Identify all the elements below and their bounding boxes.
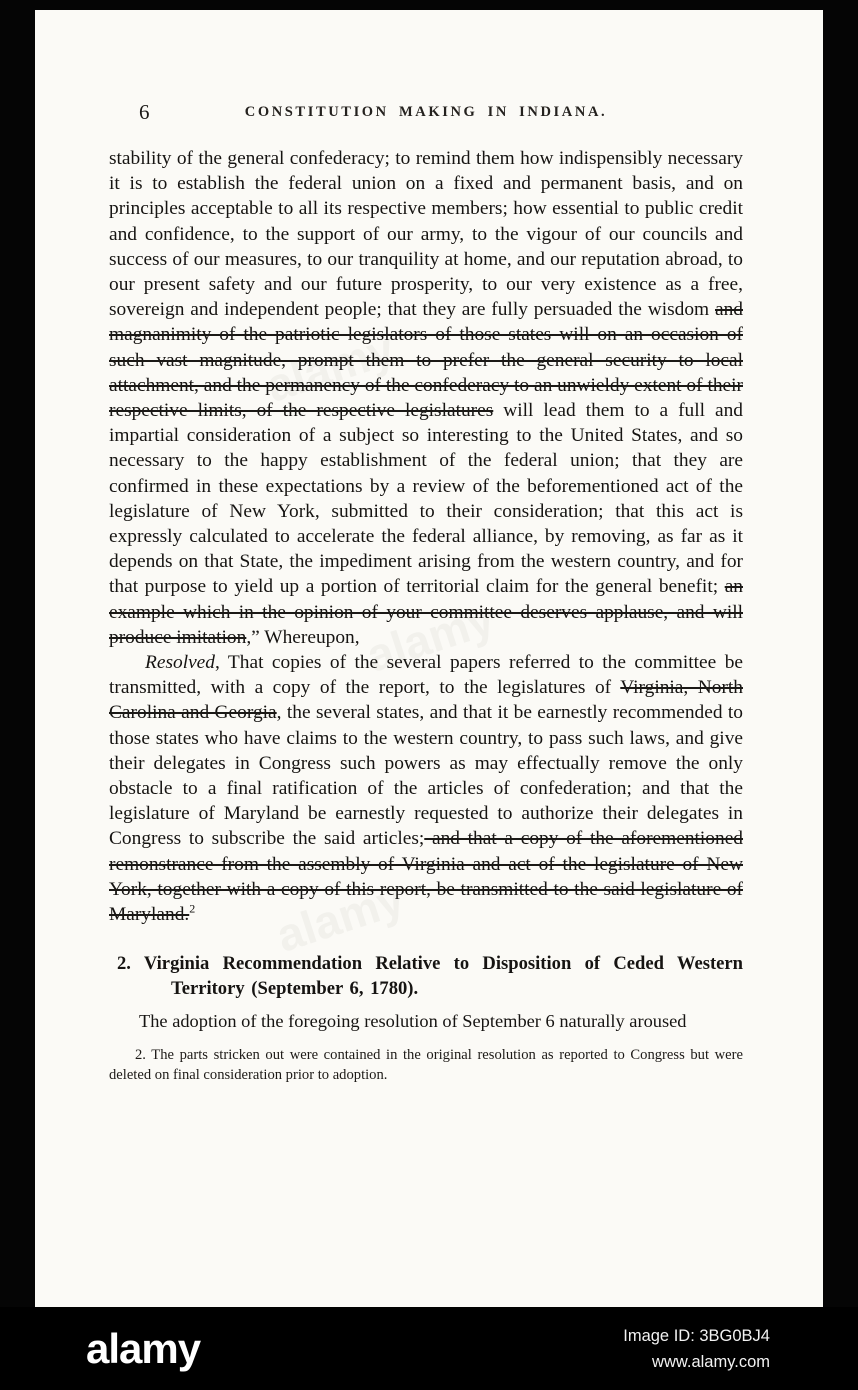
alamy-watermark: alamy	[260, 322, 401, 412]
text-segment: 2	[189, 901, 196, 916]
footnote: 2. The parts stricken out were contained in the original resolution as reported to Congress but were deleted on final consideration prior to adoption.	[109, 1047, 743, 1083]
book-page	[35, 10, 823, 1307]
intro-paragraph: The adoption of the foregoing resolution of September 6 naturally aroused	[139, 1011, 687, 1032]
text-segment: ,” Whereupon,	[246, 626, 360, 648]
text-segment: stability of the general confederacy; to remind them how indispensibly necessary it is to establish the federal union on a fixed and permanent basis, and on principles acceptable to all its respective members; how essential to public credit and confidence, to the support of our army, to the vigour of our councils and success of our measures, to our tranquility at home, and our reputation abroad, to our present safety and our future prosperity, to our very existence as a free, sovereign and independent people; that they are fully persuaded the wisdom	[109, 148, 743, 321]
section-heading-number: 2.	[117, 953, 131, 975]
image-id: Image ID: 3BG0BJ4	[623, 1327, 770, 1345]
alamy-url: www.alamy.com	[652, 1353, 770, 1371]
page-number: 6	[139, 100, 150, 124]
body-text	[109, 146, 743, 927]
paragraph	[109, 146, 743, 650]
stricken-text-segment: and that a copy of the aforementioned remonstrance from the assembly of Virginia and act of the legislature of New York, together with a copy of this report, be transmitted to the said legislature of Maryland.	[109, 828, 744, 926]
running-title: CONSTITUTION MAKING IN INDIANA.	[244, 104, 608, 120]
text-segment: Resolved	[145, 652, 215, 674]
section-heading	[109, 951, 743, 1001]
watermark-footer-bar	[0, 1307, 858, 1390]
text-segment: will lead them to a full and impartial consideration of a subject so interesting to the United States, and so necessary to the happy establishment of the federal union; that they are confirmed in these expectations by a review of the beforementioned act of the legislature of New York, submitted to their consideration; that this act is expressly calculated to accelerate the federal alliance, by removing, as far as it depends on that State, the impediment arising from the western country, and for that purpose to yield up a portion of territorial claim for the general benefit;	[109, 400, 743, 598]
text-segment: , the several states, and that it be earnestly recommended to those states who have claims to the western country, to pass such laws, and give their delegates in Congress such powers as may effectually remove the only obstacle to a final ratification of the articles of confederation; and that the legislature of Maryland be earnestly requested to authorize their delegates in Congress to subscribe the said articles;	[109, 702, 743, 850]
stricken-text-segment: an example which in the opinion of your committee deserves applause, and will produce imitation	[109, 576, 743, 648]
alamy-watermark: alamy	[360, 592, 501, 682]
alamy-watermark: alamy	[270, 872, 411, 962]
page-header	[109, 100, 743, 130]
stricken-text-segment: and magnanimity of the patriotic legislators of those states will on an occasion of such vast magnitude, prompt them to prefer the general security to local attachment, and the permanency of the confederacy to an unwieldy extent of their respective limits, of the respective legislatures	[109, 299, 743, 422]
alamy-logo: alamy	[86, 1325, 201, 1372]
section-heading-text: Virginia Recommendation Relative to Disposition of Ceded Western Territory (September 6, 1780).	[143, 953, 744, 1000]
paragraph	[109, 650, 743, 927]
stricken-text-segment: Virginia, North Carolina and Georgia	[109, 677, 743, 724]
footer-meta	[623, 1323, 770, 1375]
text-segment: , That copies of the several papers referred to the committee be transmitted, with a copy of the report, to the legislatures of	[109, 652, 743, 699]
